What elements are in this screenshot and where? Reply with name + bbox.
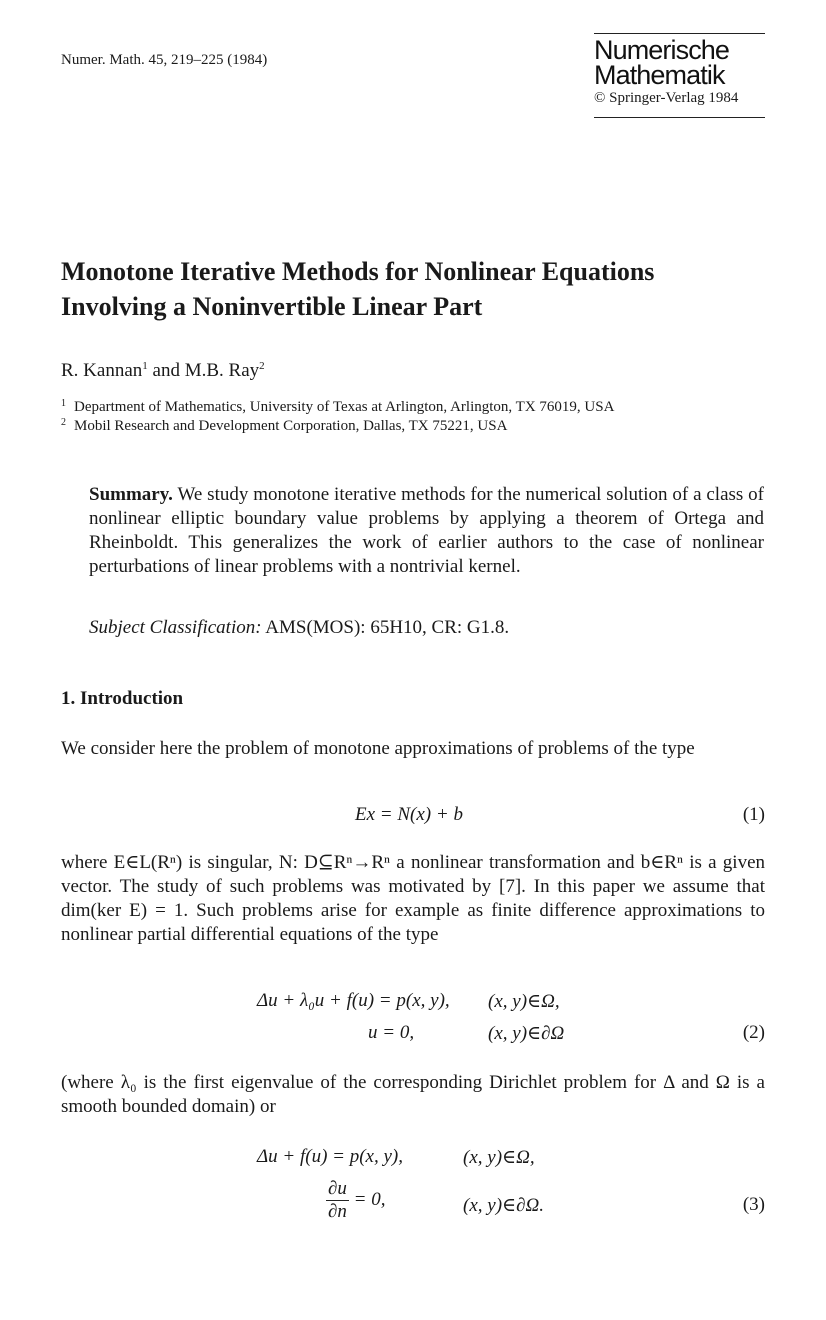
author-connector: and: [152, 360, 180, 381]
author-list: [61, 360, 265, 382]
section-number: 1.: [61, 688, 76, 709]
fraction-denominator: ∂n: [328, 1201, 347, 1222]
equation-3-line-1-domain: (x, y)∈Ω,: [463, 1147, 535, 1168]
equation-2-line-1-domain: (x, y)∈Ω,: [488, 991, 560, 1012]
affiliation-2-text: Mobil Research and Development Corporation, Dallas, TX 75221, USA: [74, 418, 508, 434]
equation-2-line-2: u = 0,: [368, 1022, 415, 1043]
section-title: Introduction: [80, 688, 184, 709]
subject-classification: [89, 617, 509, 639]
intro-paragraph-3: (where λ₀ is the first eigenvalue of the corresponding Dirichlet problem for Δ and Ω is a smooth bounded domain) or: [61, 1072, 765, 1117]
intro-paragraph-2: where E∈L(Rⁿ) is singular, N: D⊆Rⁿ→Rⁿ a nonlinear transformation and b∈Rⁿ is a given vector. The study of such problems was motivated by [7]. In this paper we assume that dim(ker E) = 1. Such problems arise for example as finite difference approximations to nonlinear partial differential equations of the type: [61, 852, 765, 945]
equation-3-number: (3): [742, 1194, 765, 1215]
journal-name-line2: Mathematik: [594, 60, 725, 90]
abstract-text: We study monotone iterative methods for the numerical solution of a class of nonlinear elliptic boundary value problems by applying a theorem of Ortega and Rheinboldt. This generalizes the work of earlier authors to the case of nonlinear perturbations of linear problems with a nontrivial kernel.: [89, 484, 764, 577]
copyright-notice: © Springer-Verlag 1984: [594, 90, 739, 106]
author-1-name: R. Kannan: [61, 360, 143, 381]
intro-paragraph-1: We consider here the problem of monotone approximations of problems of the type: [61, 738, 695, 759]
author-2-affiliation-mark: 2: [259, 360, 265, 372]
title-line-1: Monotone Iterative Methods for Nonlinear Equations: [61, 257, 655, 286]
author-2-name: M.B. Ray: [184, 360, 260, 381]
partial-derivative-fraction: [326, 1178, 349, 1223]
affiliation-1: [61, 398, 614, 416]
equation-3-line-2-domain: (x, y)∈∂Ω.: [463, 1195, 544, 1216]
equation-3-line-2: [326, 1178, 385, 1223]
paper-title: [61, 254, 781, 324]
fraction-numerator: ∂u: [328, 1178, 347, 1199]
equation-1: Ex = N(x) + b: [355, 804, 463, 825]
abstract-label: Summary.: [89, 484, 173, 505]
header-bottom-rule: [594, 117, 765, 118]
affiliation-2: [61, 417, 507, 435]
section-heading: [61, 688, 183, 710]
affiliation-2-number: 2: [61, 417, 66, 428]
equation-2-line-1: Δu + λ₀u + f(u) = p(x, y),: [257, 990, 450, 1011]
classification-text: AMS(MOS): 65H10, CR: G1.8.: [265, 617, 510, 638]
equation-2-number: (2): [742, 1022, 765, 1043]
abstract: [89, 483, 764, 579]
equation-3-line-1: Δu + f(u) = p(x, y),: [257, 1146, 403, 1167]
equation-1-number: (1): [742, 804, 765, 825]
affiliation-1-text: Department of Mathematics, University of Texas at Arlington, Arlington, TX 76019, USA: [74, 399, 615, 415]
journal-reference: Numer. Math. 45, 219–225 (1984): [61, 52, 268, 68]
equation-3-line-2-tail: = 0,: [353, 1188, 386, 1210]
affiliation-1-number: 1: [61, 398, 66, 409]
journal-name-line1: Numerische: [594, 35, 730, 65]
author-1-affiliation-mark: 1: [142, 360, 148, 372]
title-line-2: Involving a Noninvertible Linear Part: [61, 292, 483, 321]
header-top-rule: [594, 33, 765, 34]
equation-2-line-2-domain: (x, y)∈∂Ω: [488, 1023, 565, 1044]
classification-label: Subject Classification:: [89, 617, 262, 638]
